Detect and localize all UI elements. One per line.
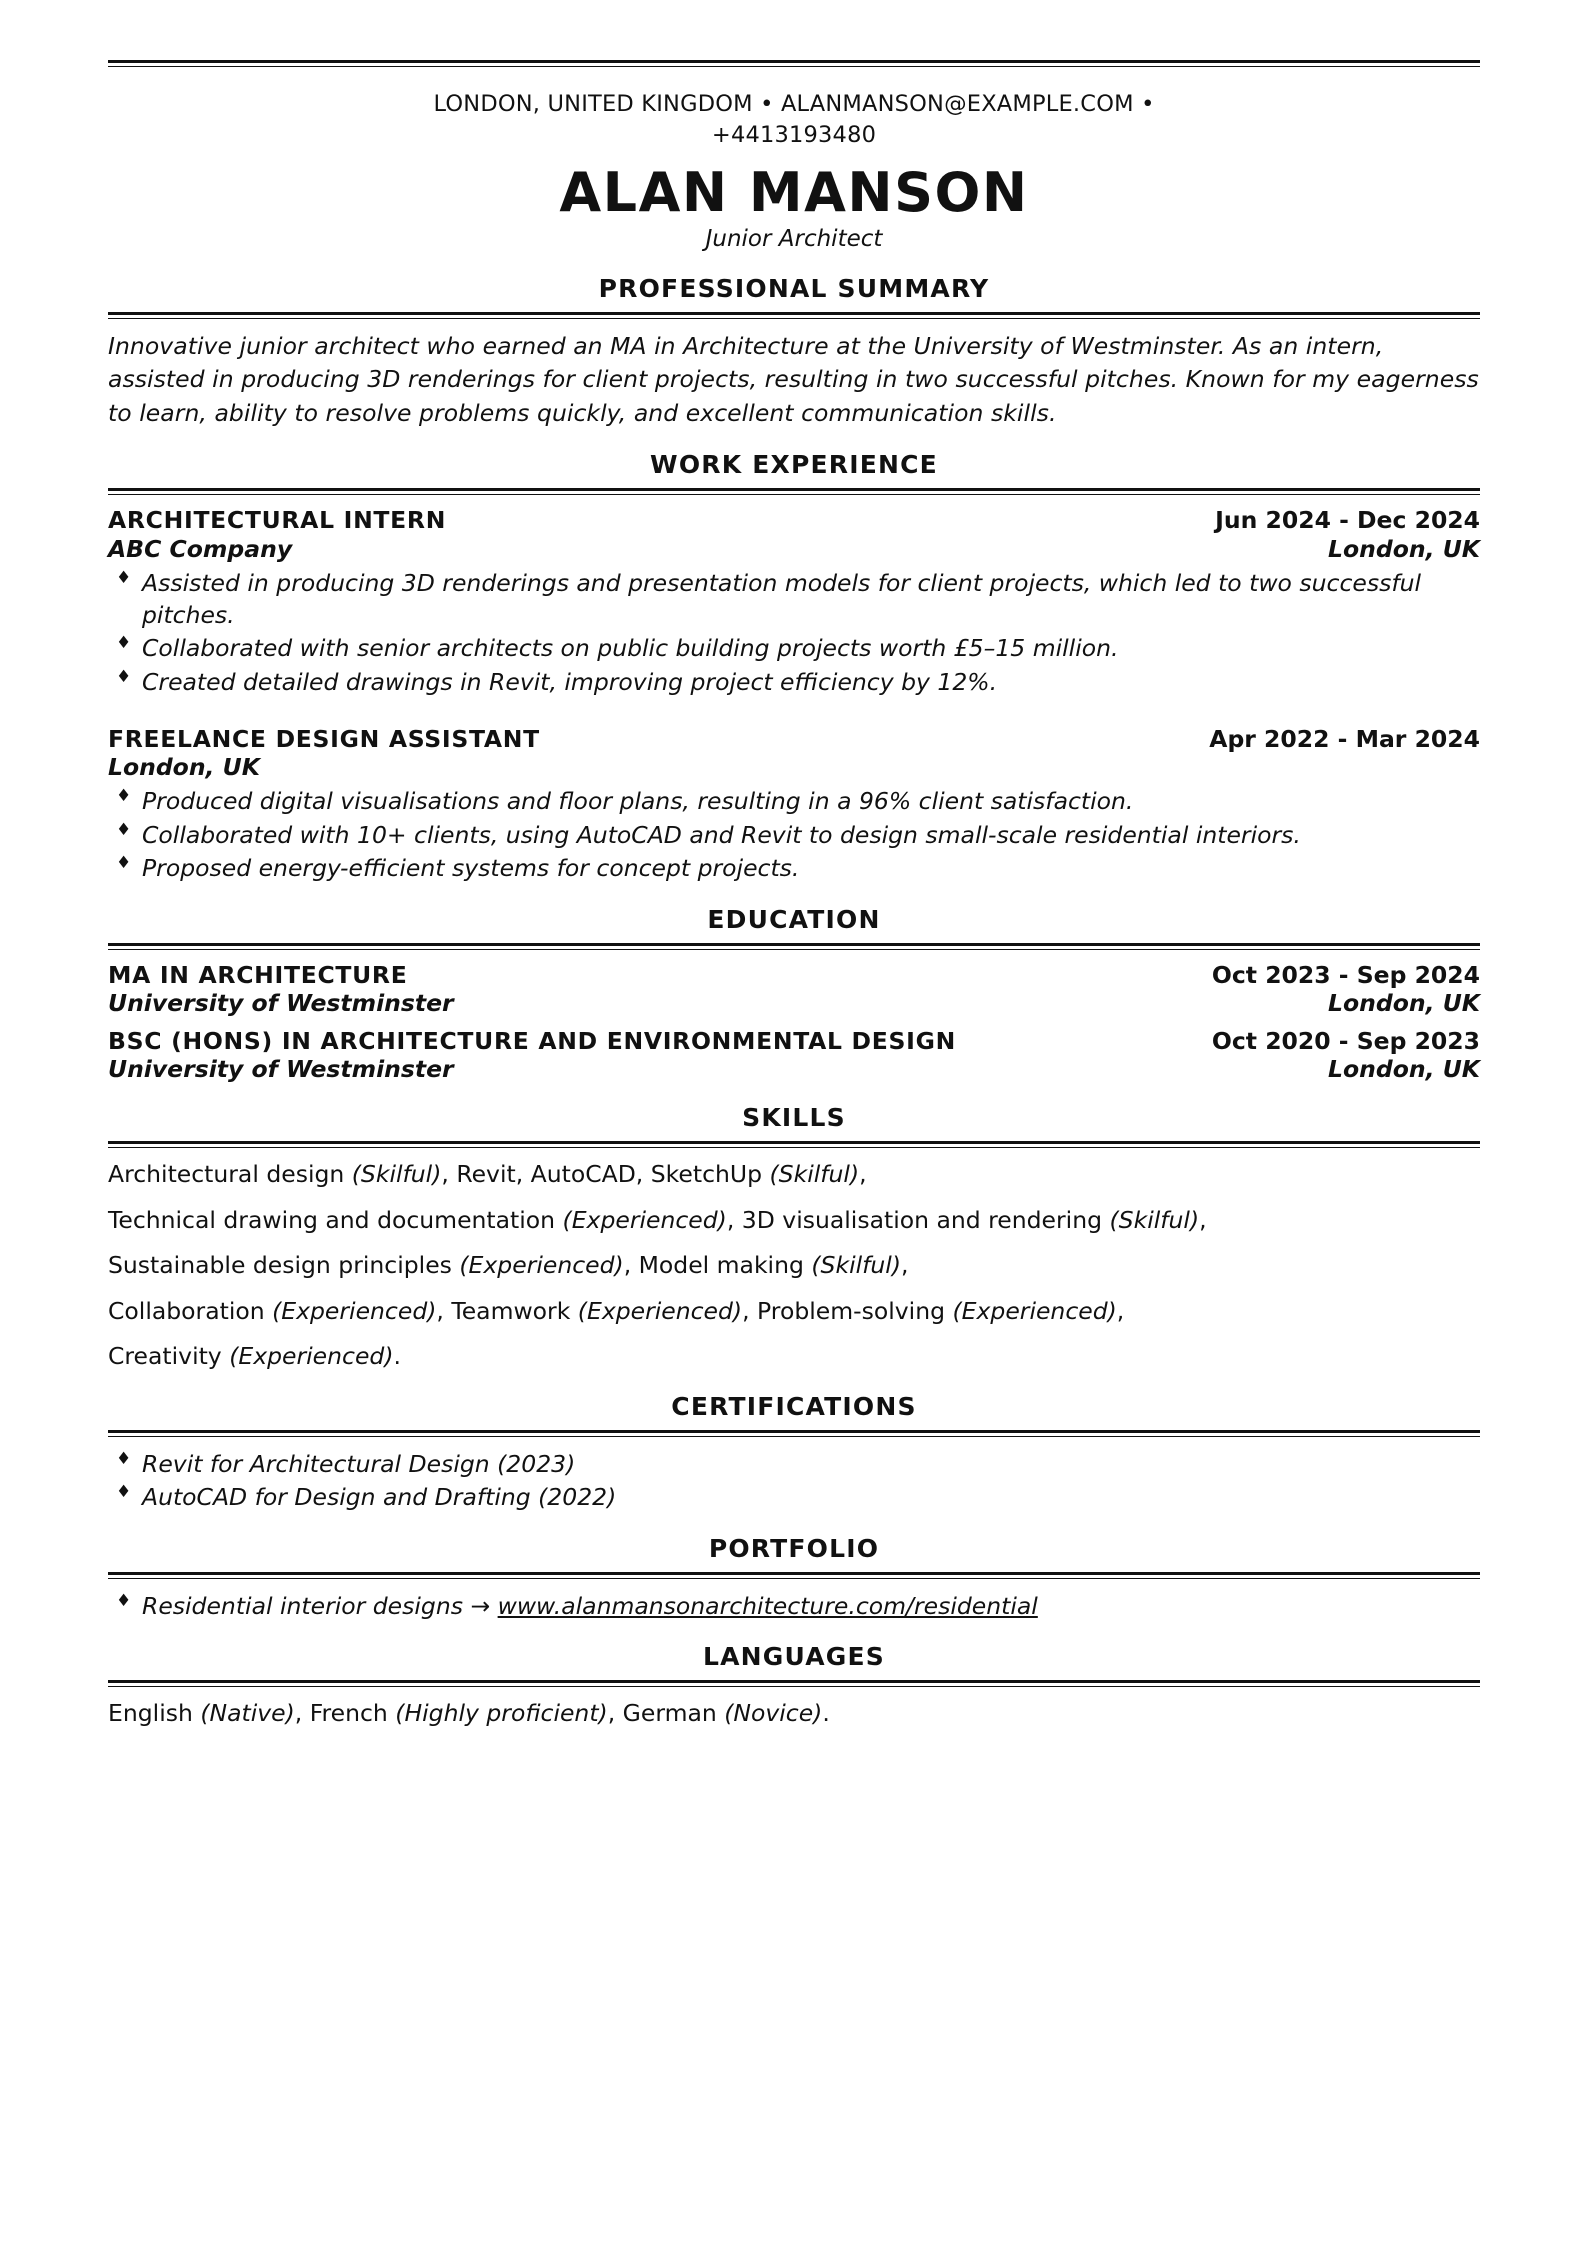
- section-heading-work: WORK EXPERIENCE: [650, 450, 938, 480]
- skills-list: [108, 1159, 1480, 1372]
- summary-text: Innovative junior architect who earned an MA in Architecture at the University of Westminster. As an intern, assisted in producing 3D renderings for client projects, resulting in two successful pitches. Known for my eagerness to learn, ability to resolve problems quickly, and excellent communication skills.: [108, 331, 1479, 427]
- work-role: FREELANCE DESIGN ASSISTANT: [108, 725, 540, 754]
- section-divider-languages: [108, 1680, 1480, 1687]
- skills-line: Creativity (Experienced).: [108, 1342, 401, 1371]
- work-bullet: ♦ Assisted in producing 3D renderings and presentation models for client projects, which led to two successful pitches.: [108, 567, 1480, 632]
- education-location: London, UK: [1328, 988, 1480, 1017]
- section-heading-skills: SKILLS: [742, 1103, 846, 1133]
- portfolio-link[interactable]: www.alanmansonarchitecture.com/residential: [497, 1591, 1038, 1620]
- section-heading-education: EDUCATION: [707, 904, 881, 934]
- portfolio-item: [108, 1590, 1480, 1622]
- work-bullet: ♦ Proposed energy-efficient systems for concept projects.: [108, 852, 1480, 884]
- work-bullet: ♦ Collaborated with senior architects on public building projects worth £5–15 million.: [108, 632, 1480, 664]
- skills-line: Architectural design (Skilful), Revit, AutoCAD, SketchUp (Skilful),: [108, 1160, 867, 1189]
- certification-item: ♦ AutoCAD for Design and Drafting (2022): [108, 1481, 1480, 1513]
- work-role: ARCHITECTURAL INTERN: [108, 506, 447, 535]
- section-divider-certifications: [108, 1430, 1480, 1437]
- certification-item: ♦ Revit for Architectural Design (2023): [108, 1448, 1480, 1480]
- candidate-job-title: Junior Architect: [705, 225, 883, 252]
- education-school: University of Westminster: [108, 988, 454, 1017]
- skills-line: Technical drawing and documentation (Experienced), 3D visualisation and rendering (Skilful),: [108, 1205, 1207, 1234]
- section-heading-certifications: CERTIFICATIONS: [671, 1391, 917, 1421]
- work-bullet-list: [108, 785, 1480, 884]
- section-heading-summary: PROFESSIONAL SUMMARY: [598, 273, 990, 303]
- education-entry: [108, 961, 1480, 1017]
- languages-text: English (Native), French (Highly proficient), German (Novice).: [108, 1699, 830, 1728]
- section-divider-summary: [108, 312, 1480, 319]
- work-company: London, UK: [108, 753, 260, 782]
- section-divider-portfolio: [108, 1572, 1480, 1579]
- section-divider-work: [108, 488, 1480, 495]
- certification-list: [108, 1448, 1480, 1514]
- education-degree: BSC (HONS) IN ARCHITECTURE AND ENVIRONMENTAL DESIGN: [108, 1026, 956, 1055]
- education-entry: [108, 1027, 1480, 1083]
- work-bullet: ♦ Collaborated with 10+ clients, using AutoCAD and Revit to design small-scale residential interiors.: [108, 819, 1480, 851]
- education-school: University of Westminster: [108, 1055, 454, 1084]
- section-heading-portfolio: PORTFOLIO: [708, 1533, 880, 1563]
- work-entry: [108, 506, 1480, 698]
- work-dates: Jun 2024 - Dec 2024: [1215, 506, 1480, 535]
- contact-line-1: LONDON, UNITED KINGDOM • ALANMANSON@EXAMPLE.COM •: [433, 91, 1155, 117]
- education-degree: MA IN ARCHITECTURE: [108, 960, 408, 989]
- education-dates: Oct 2023 - Sep 2024: [1211, 960, 1480, 989]
- education-location: London, UK: [1328, 1055, 1480, 1084]
- portfolio-list: [108, 1590, 1480, 1622]
- work-bullet-list: [108, 567, 1480, 699]
- spacer: [108, 699, 1480, 719]
- work-bullet: ♦ Produced digital visualisations and floor plans, resulting in a 96% client satisfaction.: [108, 785, 1480, 817]
- section-divider-skills: [108, 1141, 1480, 1148]
- skills-line: Collaboration (Experienced), Teamwork (Experienced), Problem-solving (Experienced),: [108, 1296, 1125, 1325]
- skills-line: Sustainable design principles (Experienced), Model making (Skilful),: [108, 1251, 909, 1280]
- portfolio-label: Residential interior designs →: [142, 1591, 498, 1620]
- top-divider: [108, 60, 1480, 67]
- work-bullet: ♦ Created detailed drawings in Revit, improving project efficiency by 12%.: [108, 666, 1480, 698]
- work-location: London, UK: [1328, 534, 1480, 563]
- work-dates: Apr 2022 - Mar 2024: [1209, 725, 1480, 754]
- contact-line-2: +4413193480: [711, 122, 877, 149]
- candidate-name: ALAN MANSON: [559, 161, 1029, 225]
- section-divider-education: [108, 943, 1480, 950]
- work-entry: [108, 725, 1480, 884]
- education-dates: Oct 2020 - Sep 2023: [1211, 1026, 1480, 1055]
- section-heading-languages: LANGUAGES: [702, 1642, 885, 1672]
- work-company: ABC Company: [108, 534, 293, 563]
